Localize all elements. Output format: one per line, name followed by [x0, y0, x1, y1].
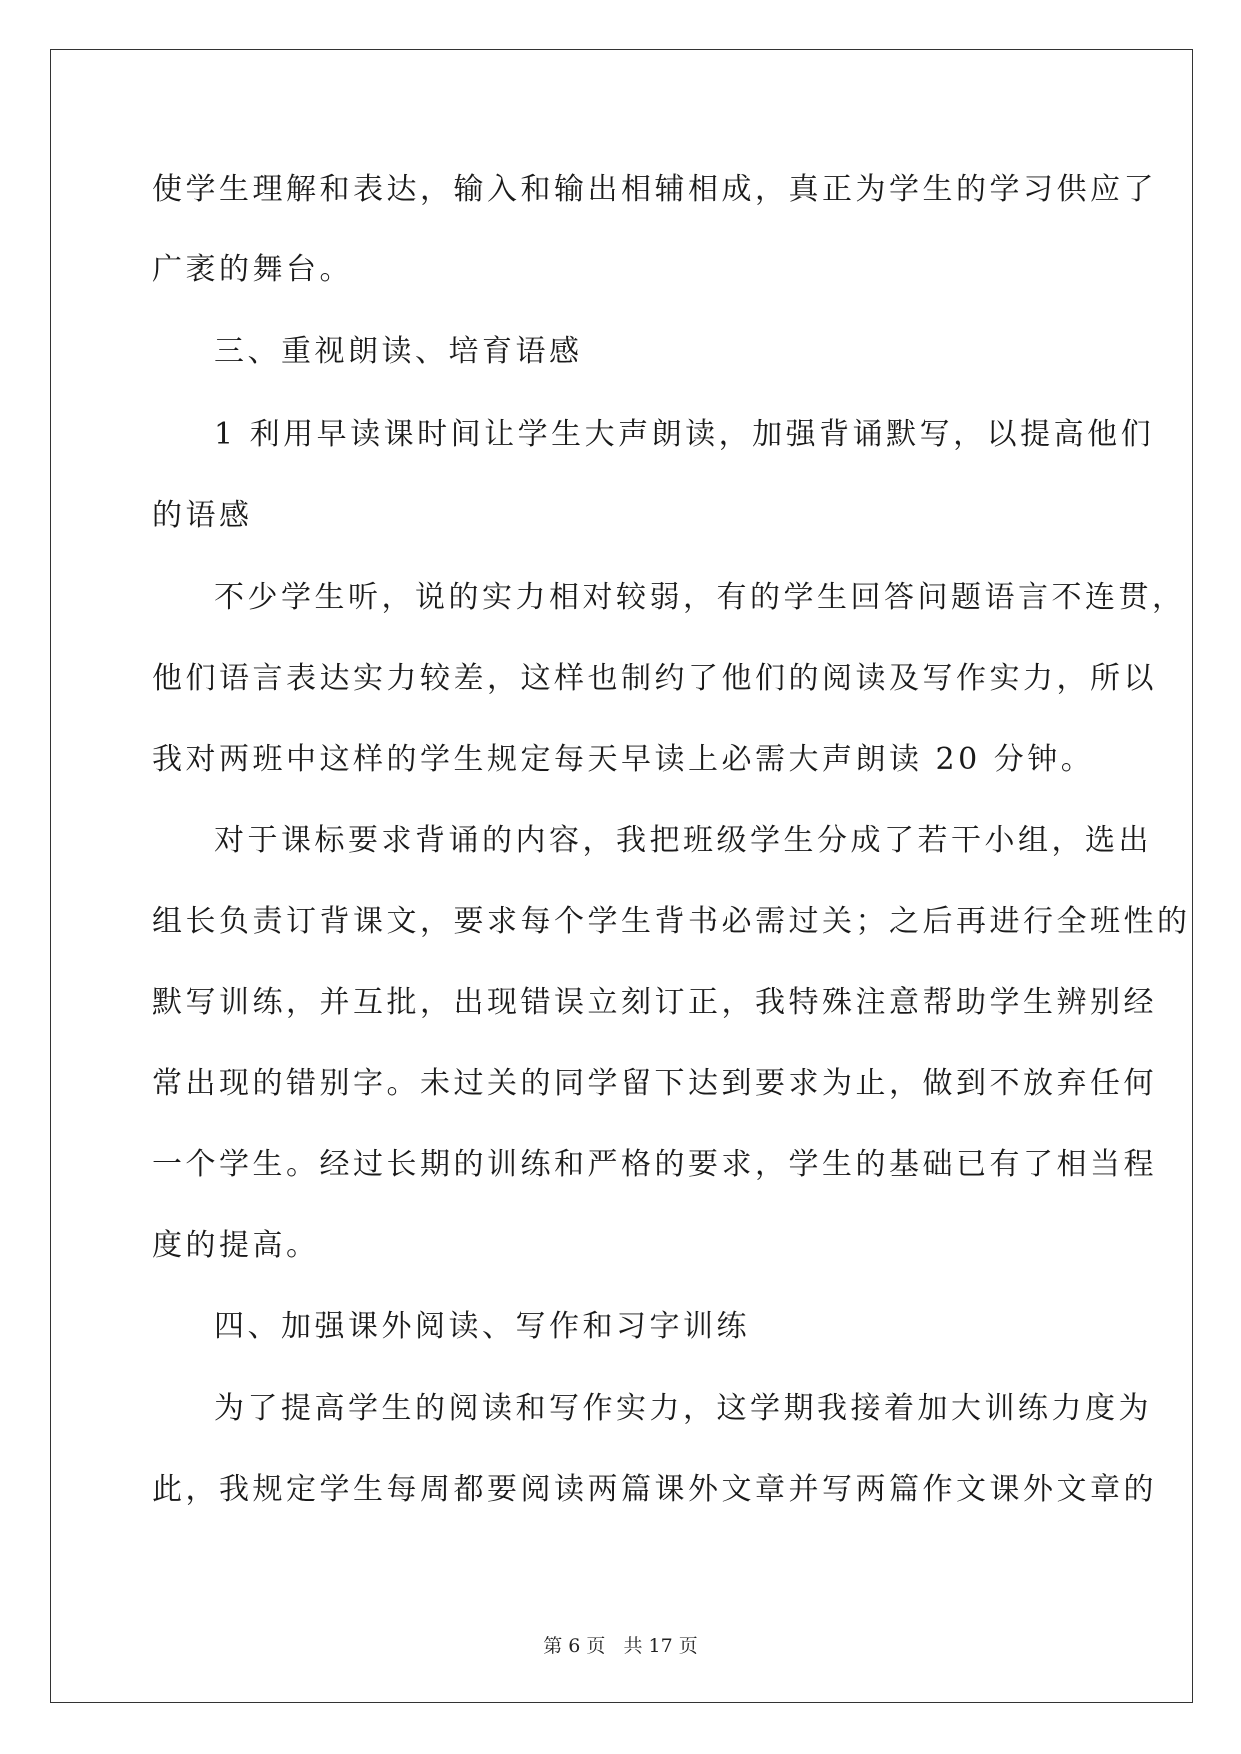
text-line-1: 使学生理解和表达，输入和输出相辅相成，真正为学生的学习供应了	[152, 172, 1157, 207]
text-line-8: 我对两班中这样的学生规定每天早读上必需大声朗读 20 分钟。	[152, 742, 1095, 777]
text-line-5: 的语感	[152, 498, 253, 533]
section-heading-3: 三、重视朗读、培育语感	[214, 334, 583, 369]
text-line-7: 他们语言表达实力较差，这样也制约了他们的阅读及写作实力，所以	[152, 661, 1157, 696]
text-line-16: 为了提高学生的阅读和写作实力，这学期我接着加大训练力度为	[214, 1391, 1152, 1426]
page-border	[50, 49, 1193, 1703]
text-line-10: 组长负责订背课文，要求每个学生背书必需过关；之后再进行全班性的	[152, 904, 1191, 939]
section-heading-4: 四、加强课外阅读、写作和习字训练	[214, 1309, 750, 1344]
page-footer	[0, 1634, 1241, 1658]
text-line-6: 不少学生听，说的实力相对较弱，有的学生回答问题语言不连贯，	[214, 580, 1186, 615]
subheading-1: 1 利用早读课时间让学生大声朗读，加强背诵默写，以提高他们	[214, 417, 1155, 452]
text-line-13: 一个学生。经过长期的训练和严格的要求，学生的基础已有了相当程	[152, 1147, 1157, 1182]
page-number: 第 6 页	[543, 1635, 606, 1657]
text-line-14: 度的提高。	[152, 1228, 320, 1263]
page-total: 共 17 页	[623, 1635, 698, 1657]
text-line-17: 此，我规定学生每周都要阅读两篇课外文章并写两篇作文课外文章的	[152, 1472, 1157, 1507]
text-line-9: 对于课标要求背诵的内容，我把班级学生分成了若干小组，选出	[214, 823, 1152, 858]
text-line-2: 广袤的舞台。	[152, 252, 353, 287]
text-line-11: 默写训练，并互批，出现错误立刻订正，我特殊注意帮助学生辨别经	[152, 985, 1157, 1020]
text-line-12: 常出现的错别字。未过关的同学留下达到要求为止，做到不放弃任何	[152, 1066, 1157, 1101]
